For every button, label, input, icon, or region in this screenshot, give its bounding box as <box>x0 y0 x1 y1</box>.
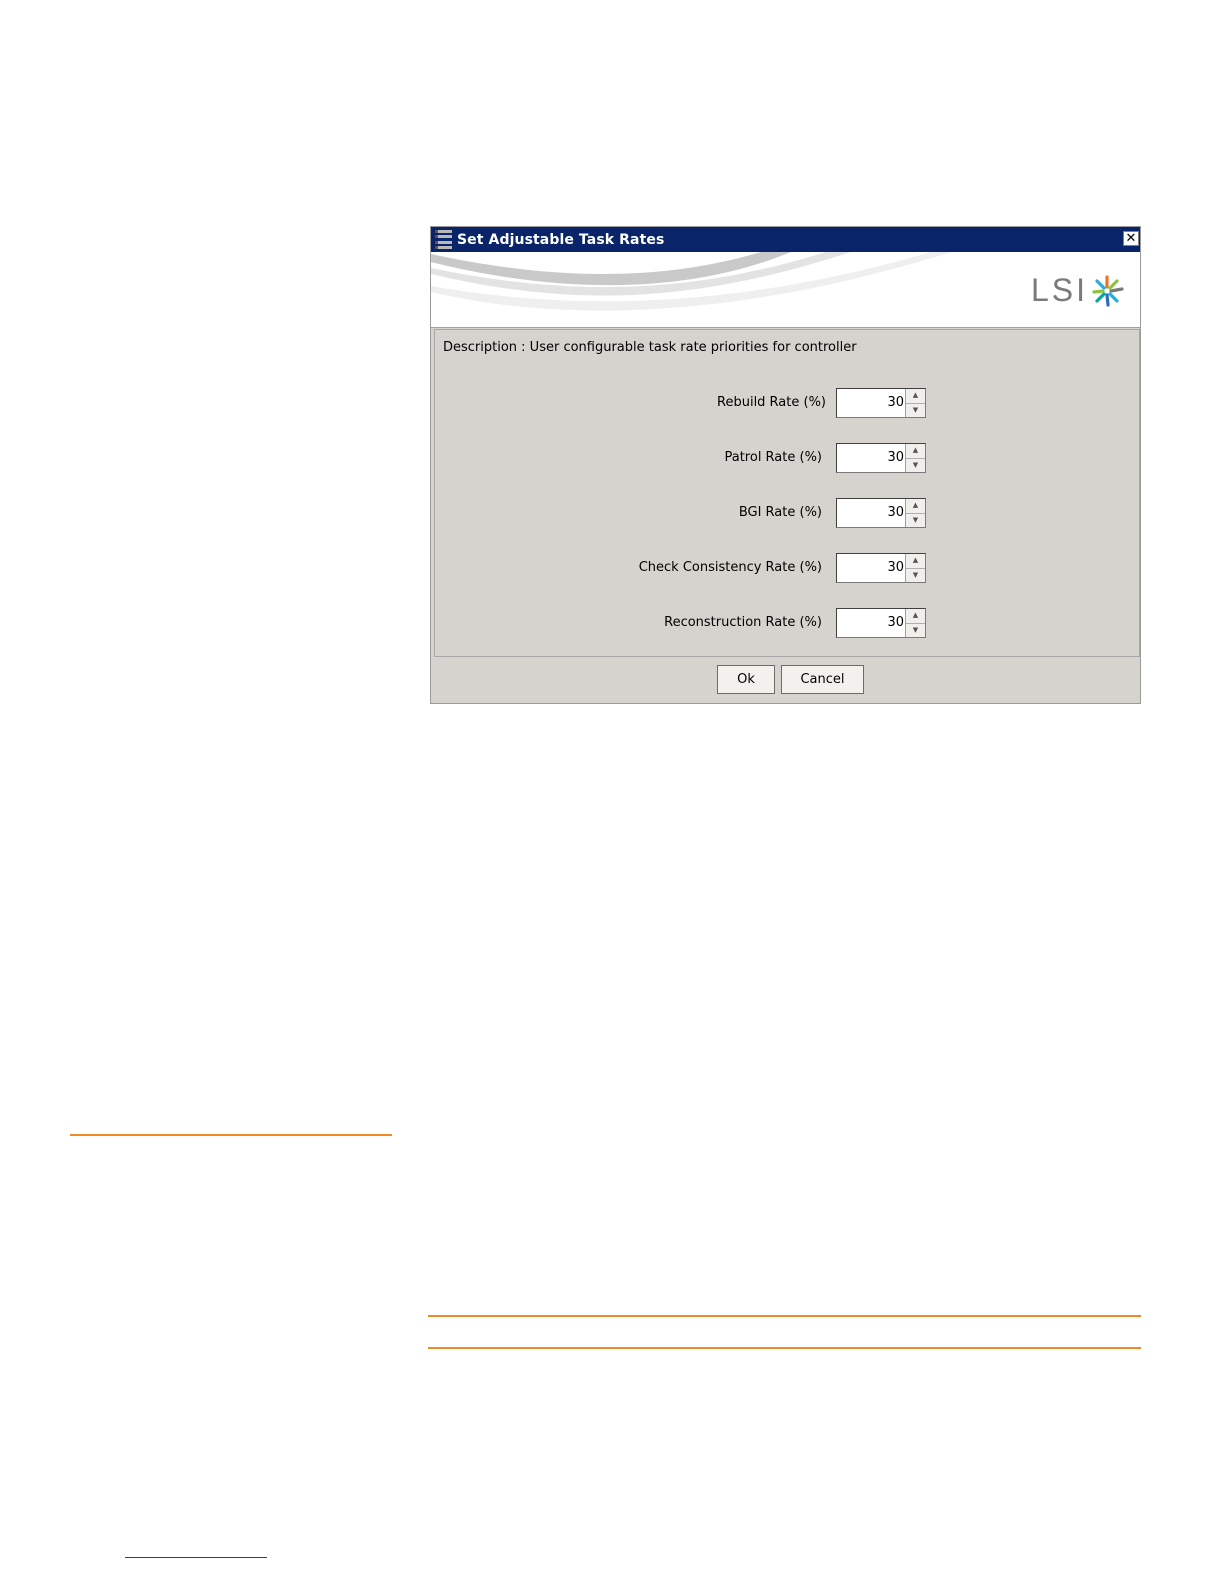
decrement-arrow-icon[interactable]: ▼ <box>906 514 925 528</box>
lsi-logo <box>1031 272 1126 309</box>
decrement-arrow-icon[interactable]: ▼ <box>906 624 925 638</box>
increment-arrow-icon[interactable]: ▲ <box>906 389 925 404</box>
reconstruction-rate-value[interactable]: 30 <box>887 615 904 630</box>
bgi-rate-value[interactable]: 30 <box>887 505 904 520</box>
button-bar <box>431 657 1140 703</box>
check-consistency-rate-row <box>435 553 1135 585</box>
close-button[interactable] <box>1123 231 1139 246</box>
decrement-arrow-icon[interactable]: ▼ <box>906 459 925 473</box>
settings-panel <box>434 329 1140 657</box>
patrol-rate-value[interactable]: 30 <box>887 450 904 465</box>
bgi-rate-label: BGI Rate (%) <box>738 505 822 520</box>
header-banner <box>431 252 1140 328</box>
reconstruction-rate-spinner[interactable] <box>836 608 926 638</box>
patrol-rate-row <box>435 443 1135 475</box>
rebuild-rate-label: Rebuild Rate (%) <box>717 395 826 410</box>
check-consistency-rate-value[interactable]: 30 <box>887 560 904 575</box>
rebuild-rate-row <box>435 388 1135 420</box>
footer-link-underline[interactable] <box>125 1557 267 1558</box>
sidebar-divider-rule <box>70 1134 392 1136</box>
set-task-rates-dialog <box>430 226 1141 704</box>
increment-arrow-icon[interactable]: ▲ <box>906 554 925 569</box>
rebuild-rate-spinner[interactable] <box>836 388 926 418</box>
check-consistency-rate-spinner[interactable] <box>836 553 926 583</box>
description-text: Description : User configurable task rate priorities for controller <box>443 340 857 355</box>
increment-arrow-icon[interactable]: ▲ <box>906 499 925 514</box>
logo-text: LSI <box>1030 272 1088 308</box>
decrement-arrow-icon[interactable]: ▼ <box>906 404 925 418</box>
storage-stack-icon <box>435 230 452 249</box>
reconstruction-rate-label: Reconstruction Rate (%) <box>664 615 822 630</box>
lsi-starburst-icon <box>1088 273 1126 309</box>
decrement-arrow-icon[interactable]: ▼ <box>906 569 925 583</box>
reconstruction-rate-row <box>435 608 1135 640</box>
close-icon: ✕ <box>1125 231 1137 246</box>
patrol-rate-label: Patrol Rate (%) <box>724 450 822 465</box>
title-bar[interactable] <box>431 227 1140 252</box>
increment-arrow-icon[interactable]: ▲ <box>906 444 925 459</box>
note-top-rule <box>428 1315 1141 1317</box>
cancel-button[interactable]: Cancel <box>781 665 864 694</box>
bgi-rate-spinner[interactable] <box>836 498 926 528</box>
note-bottom-rule <box>428 1347 1141 1349</box>
increment-arrow-icon[interactable]: ▲ <box>906 609 925 624</box>
dialog-title: Set Adjustable Task Rates <box>457 231 665 248</box>
ok-button[interactable]: Ok <box>717 665 775 694</box>
bgi-rate-row <box>435 498 1135 530</box>
check-consistency-rate-label: Check Consistency Rate (%) <box>638 560 822 575</box>
patrol-rate-spinner[interactable] <box>836 443 926 473</box>
rebuild-rate-value[interactable]: 30 <box>887 395 904 410</box>
